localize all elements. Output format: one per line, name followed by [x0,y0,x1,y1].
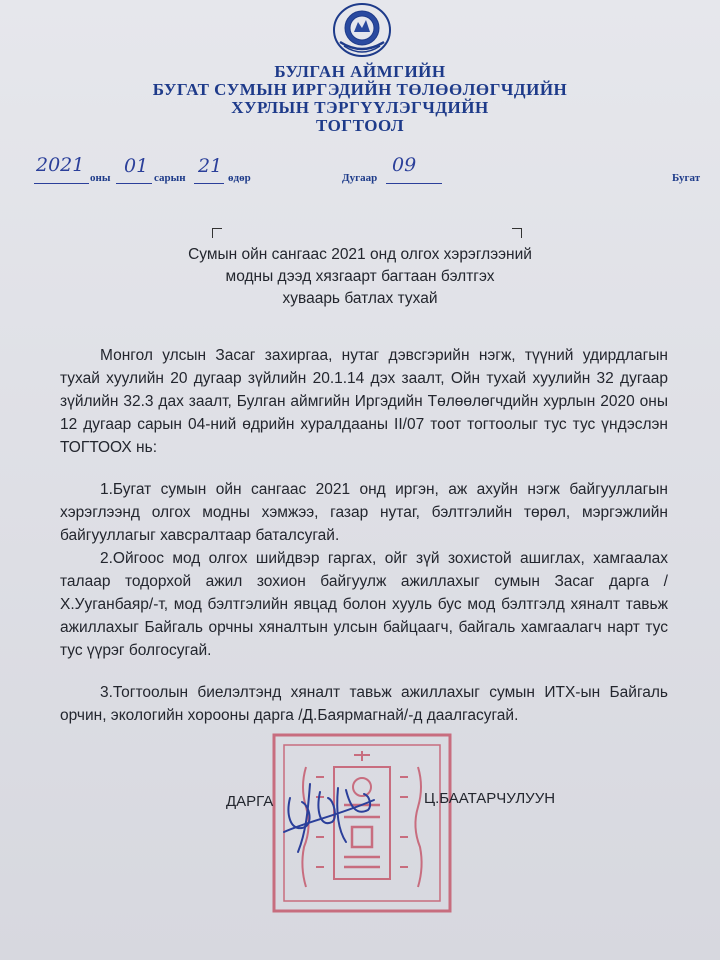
signatory-title: ДАРГА [226,793,274,810]
header-presidium: ХУРЛЫН ТЭРГҮҮЛЭГЧДИЙН [231,98,489,117]
handwritten-signature [276,770,386,860]
month-underline [116,183,152,184]
bracket-top-left [212,228,222,238]
number-label: Дугаар [342,172,378,184]
preamble-paragraph [60,344,668,459]
decision-item-3 [60,681,668,727]
decision-item-1 [60,478,668,547]
title-line-2: модны дээд хязгаарт багтаан бэлтгэх [225,268,495,285]
item-3-text: 3.Тогтоолын биелэлтэнд хяналт тавьж ажиллахыг сумын ИТХ-ын Байгаль орчин, экологийн хорооны дарга /Д.Баярмагнай/-д даалгасугай. [60,684,668,724]
number-underline [386,183,442,184]
day-underline [194,183,224,184]
header-soum-council: БУГАТ СУМЫН ИРГЭДИЙН ТӨЛӨӨЛӨГЧДИЙН [152,80,568,99]
date-month: 01 [124,155,149,177]
header-resolution: ТОГТООЛ [315,116,405,135]
place-name: Бугат [672,172,701,184]
date-day: 21 [198,155,223,177]
month-label: сарын [154,172,186,184]
title-line-3: хуваарь батлах тухай [282,290,438,307]
day-label: өдөр [228,172,251,184]
year-label: оны [90,172,111,184]
date-year: 2021 [36,154,85,176]
item-2-text: 2.Ойгоос мод олгох шийдвэр гаргах, ойг зүй зохистой ашиглах, хамгаалах талаар тодорхой ажил зохион байгуулж ажиллахыг сумын Засаг дарга /Х.Ууганбаяр/-т, мод бэлтгэлийн явцад болон хууль бус мод бэлтгэлд хяналт тавьж ажиллахыг Байгаль орчны хяналтын улсын байцаагч, байгаль хамгаалагч нарт тус тус үүрэг болгосугай. [60,550,668,659]
header-aimag: БУЛГАН АЙМГИЙН [274,62,446,81]
preamble-text: Монгол улсын Засаг захиргаа, нутаг дэвсгэрийн нэгж, түүний удирдлагын тухай хуулийн 20 дугаар зүйлийн 20.1.14 дэх заалт, Ойн тухай хуулийн 32 дугаар зүйлийн 32.3 дах заалт, Булган аймгийн Иргэдийн Төлөөлөгчдийн хурлын 2020 оны 12 дугаар сарын 04-ний өдрийн хуралдааны II/07 тоот тогтоолыг тус тус үндэслэн ТОГТООХ нь: [60,347,668,456]
item-1-text: 1.Бугат сумын ойн сангаас 2021 онд иргэн, аж ахуйн нэгж байгууллагын хэрэглээнд олгох модны хэмжээ, газар нутаг, бэлтгэлийн төрөл, мэргэжлийн байгууллагыг хавсралтаар баталсугай. [60,481,668,544]
bracket-top-right [512,228,522,238]
state-emblem-icon [326,2,398,58]
title-line-1: Сумын ойн сангаас 2021 онд олгох хэрэглээний [188,246,532,263]
signatory-name: Ц.БААТАРЧУЛУУН [424,790,556,807]
resolution-number: 09 [392,154,417,176]
decision-item-2 [60,547,668,662]
year-underline [34,183,89,184]
